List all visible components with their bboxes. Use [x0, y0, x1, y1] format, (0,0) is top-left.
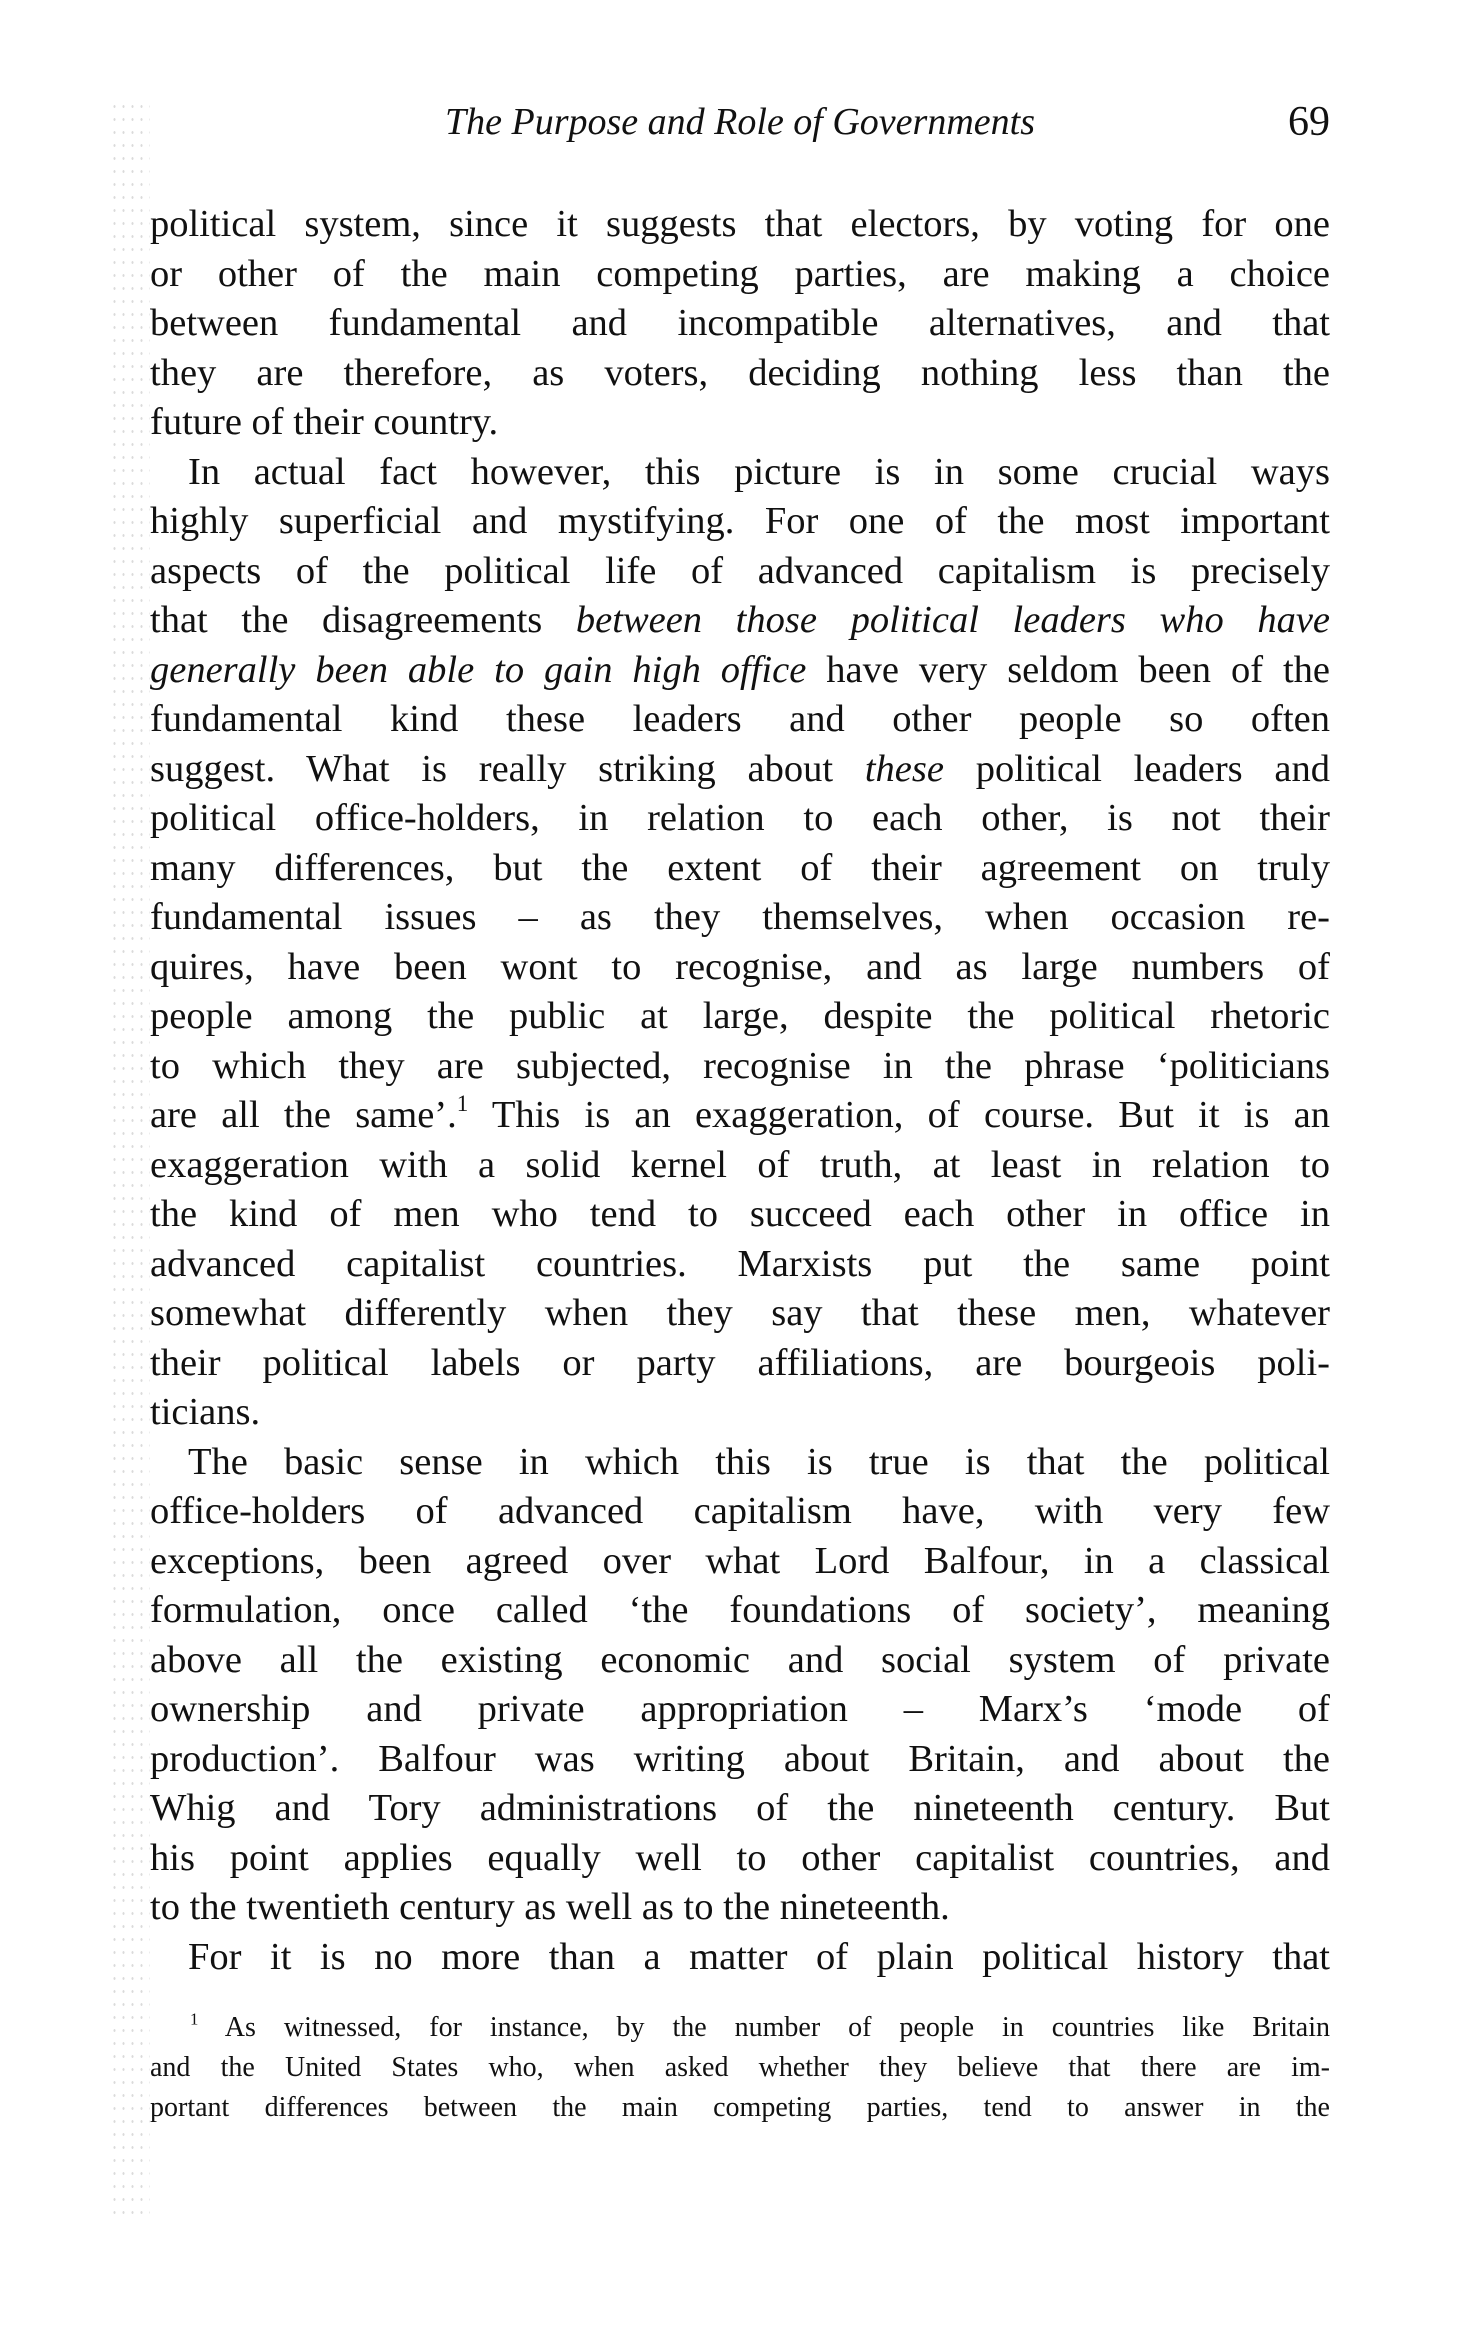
text-line: political office-holders, in relation to each other, is not their	[150, 797, 1330, 839]
text-segment: have very seldom been of the	[826, 648, 1330, 691]
text-line: formulation, once called ‘the foundations of society’, meaning	[150, 1589, 1330, 1631]
text-line: his point applies equally well to other capitalist countries, and	[150, 1836, 1330, 1879]
text-line: production’. Balfour was writing about Britain, and about the	[150, 1737, 1330, 1780]
text-line: future of their country.	[150, 401, 499, 443]
text-line	[150, 596, 1330, 646]
text-segment: are all the same’.	[150, 1094, 457, 1136]
text-line: or other of the main competing parties, are making a choice	[150, 252, 1330, 295]
text-line: exceptions, been agreed over what Lord Balfour, in a classical	[150, 1539, 1330, 1582]
text-line: people among the public at large, despite the political rhetoric	[150, 995, 1330, 1037]
text-line	[150, 1091, 1330, 1141]
text-segment: This is an exaggeration, of course. But it is an	[468, 1094, 1330, 1136]
footnote-line	[150, 2008, 1330, 2048]
page-number: 69	[1288, 99, 1330, 145]
body-text	[150, 200, 1330, 1982]
text-segment: that the disagreements	[150, 599, 543, 641]
text-line: somewhat differently when they say that these men, whatever	[150, 1292, 1330, 1334]
text-line: many differences, but the extent of their agreement on truly	[150, 846, 1330, 889]
text-line	[150, 745, 1330, 795]
text-segment: As witnessed, for instance, by the number of people in countries like Britain	[198, 2012, 1330, 2043]
text-line: fundamental kind these leaders and other people so often	[150, 698, 1330, 740]
footnote-marker: 1	[190, 2009, 199, 2029]
page-header	[150, 96, 1330, 156]
running-title: The Purpose and Role of Governments	[445, 101, 1035, 143]
text-line: advanced capitalist countries. Marxists put the same point	[150, 1242, 1330, 1285]
text-line: ticians.	[150, 1391, 261, 1433]
text-segment: political leaders and	[975, 747, 1331, 790]
footnote-line: and the United States who, when asked whether they believe that there are im-	[150, 2052, 1330, 2083]
italic-phrase: generally been able to gain high office	[150, 648, 807, 691]
text-line: The basic sense in which this is true is that the political	[188, 1440, 1330, 1483]
text-line: between fundamental and incompatible alternatives, and that	[150, 302, 1330, 344]
text-line: to which they are subjected, recognise in the phrase ‘politicians	[150, 1044, 1330, 1087]
text-line: they are therefore, as voters, deciding nothing less than the	[150, 351, 1330, 394]
text-segment: suggest. What is really striking about	[150, 747, 834, 790]
text-line: office-holders of advanced capitalism have, with very few	[150, 1490, 1330, 1532]
footnotes	[150, 2008, 1330, 2128]
text-line: the kind of men who tend to succeed each other in office in	[150, 1193, 1330, 1235]
footnote-ref: 1	[456, 1089, 469, 1116]
italic-word: these	[864, 747, 944, 790]
text-line: Whig and Tory administrations of the nineteenth century. But	[150, 1787, 1330, 1829]
text-line: political system, since it suggests that electors, by voting for one	[150, 203, 1330, 245]
text-line: fundamental issues – as they themselves, when occasion re-	[150, 896, 1330, 938]
italic-phrase: between those political leaders who have	[575, 599, 1331, 641]
text-line: ownership and private appropriation – Marx’s ‘mode of	[150, 1688, 1330, 1730]
scan-speckle-margin	[110, 100, 150, 2220]
text-line	[150, 646, 1330, 696]
text-line: above all the existing economic and social system of private	[150, 1638, 1330, 1681]
text-line: highly superficial and mystifying. For one of the most important	[150, 500, 1330, 542]
text-line: aspects of the political life of advanced capitalism is precisely	[150, 549, 1330, 592]
text-line: quires, have been wont to recognise, and as large numbers of	[150, 945, 1330, 988]
text-line: For it is no more than a matter of plain political history that	[188, 1935, 1330, 1978]
footnote-line: portant differences between the main competing parties, tend to answer in the	[150, 2092, 1330, 2123]
text-line: In actual fact however, this picture is in some crucial ways	[188, 450, 1330, 493]
text-line: exaggeration with a solid kernel of truth, at least in relation to	[150, 1143, 1330, 1186]
text-line: their political labels or party affiliations, are bourgeois poli-	[150, 1341, 1330, 1384]
text-line: to the twentieth century as well as to the nineteenth.	[150, 1886, 950, 1928]
